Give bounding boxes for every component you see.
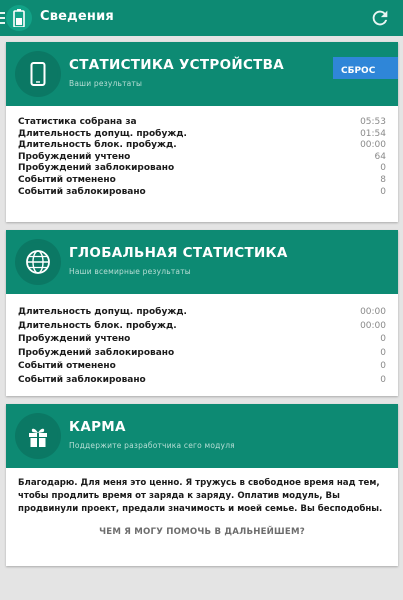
- stat-label: Длительность блок. пробужд.: [18, 140, 177, 151]
- refresh-icon[interactable]: [369, 7, 391, 29]
- device-stats-title: СТАТИСТИКА УСТРОЙСТВА: [69, 57, 285, 73]
- karma-header: [6, 404, 398, 468]
- stat-label: Событий заблокировано: [18, 186, 146, 197]
- stat-value: 0: [380, 374, 386, 385]
- stat-value: 01:54: [360, 128, 386, 139]
- stat-value: 00:00: [360, 307, 386, 317]
- global-stats-list: [6, 294, 398, 395]
- global-stats-card: [6, 230, 398, 396]
- stat-label: Статистика собрана за: [18, 117, 137, 127]
- stat-row: [18, 140, 386, 152]
- stat-row: [18, 347, 386, 361]
- device-stats-list: [6, 106, 398, 206]
- stat-value: 00:00: [360, 320, 386, 331]
- global-stats-title: ГЛОБАЛЬНАЯ СТАТИСТИКА: [69, 245, 288, 261]
- stat-value: 64: [374, 151, 386, 162]
- stat-label: Пробуждений учтено: [18, 151, 131, 162]
- stat-row: [18, 187, 386, 199]
- karma-title: КАРМА: [69, 419, 126, 435]
- stat-label: Пробуждений заблокировано: [18, 347, 175, 358]
- stat-row: [18, 117, 386, 129]
- stat-label: Длительность допущ. пробужд.: [18, 307, 187, 317]
- device-stats-header: [6, 42, 398, 106]
- stat-row: [18, 175, 386, 187]
- phone-icon: [18, 54, 58, 94]
- help-further-link[interactable]: ЧЕМ Я МОГУ ПОМОЧЬ В ДАЛЬНЕЙШЕМ?: [99, 527, 305, 537]
- stat-label: Пробуждений заблокировано: [18, 163, 175, 174]
- stat-label: Пробуждений учтено: [18, 334, 131, 344]
- karma-message: Благодарю. Для меня это ценно. Я тружусь в свободное время над тем, чтобы продлить время от заряда к заряду. Оплатив модуль, Вы продвинули проект, предали значимость и моей семье. Вы бесподобны.: [18, 478, 383, 514]
- stat-row: [18, 320, 386, 334]
- stat-value: 00:00: [360, 140, 386, 151]
- app-bar: [0, 0, 403, 36]
- stat-row: [18, 152, 386, 164]
- stat-value: 05:53: [360, 117, 386, 127]
- stat-row: [18, 129, 386, 141]
- stat-value: 0: [380, 361, 386, 371]
- karma-subtitle: Поддержите разработчика сего модуля: [69, 441, 235, 450]
- stat-row: [18, 374, 386, 388]
- global-stats-header: [6, 230, 398, 294]
- stat-label: Событий заблокировано: [18, 374, 146, 385]
- gift-icon: [18, 416, 58, 456]
- stat-label: Событий отменено: [18, 174, 116, 185]
- stat-row: [18, 333, 386, 347]
- global-stats-subtitle: Наши всемирные результаты: [69, 267, 191, 276]
- stat-label: Длительность допущ. пробужд.: [18, 128, 187, 139]
- stat-row: [18, 360, 386, 374]
- stat-label: Событий отменено: [18, 361, 116, 371]
- device-stats-subtitle: Ваши результаты: [69, 79, 143, 88]
- device-stats-card: [6, 42, 398, 222]
- karma-card: [6, 404, 398, 566]
- battery-icon: [6, 5, 32, 31]
- menu-icon[interactable]: [0, 12, 5, 27]
- stat-value: 0: [380, 334, 386, 344]
- stat-value: 8: [380, 174, 386, 185]
- reset-button[interactable]: СБРОС: [333, 57, 398, 79]
- stat-value: 0: [380, 347, 386, 358]
- page-title: Сведения: [40, 9, 114, 24]
- stat-row: [18, 163, 386, 175]
- stat-value: 0: [380, 163, 386, 174]
- stat-label: Длительность блок. пробужд.: [18, 320, 177, 331]
- stat-row: [18, 306, 386, 320]
- globe-icon: [18, 242, 58, 282]
- stat-value: 0: [380, 186, 386, 197]
